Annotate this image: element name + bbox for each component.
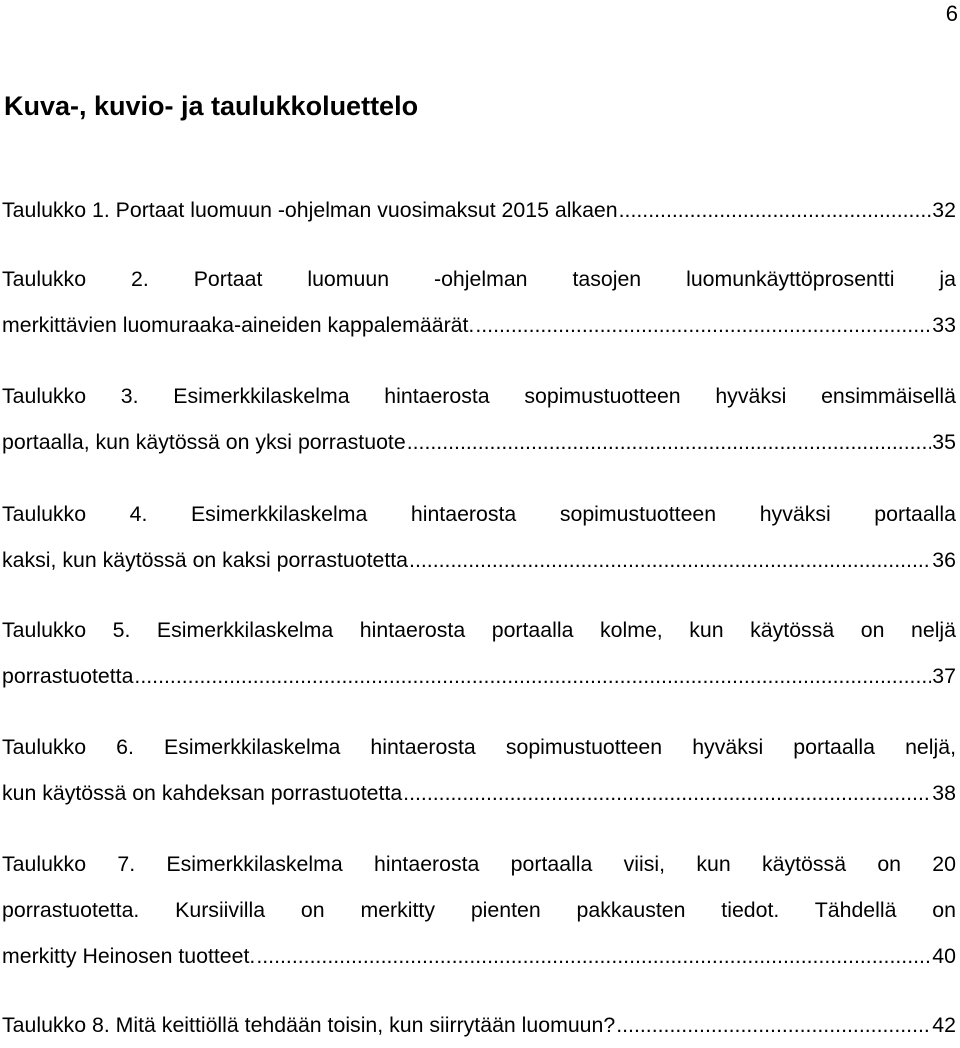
toc-entry-7[interactable] [2,841,956,979]
page-number: 6 [945,1,958,26]
toc-entry-text: porrastuotetta [2,664,134,688]
toc-entry-text: Taulukko 8. Mitä keittiöllä tehdään toisin, kun siirrytään luomuun? [2,1013,616,1037]
toc-entry-line: Taulukko 3. Esimerkkilaskelma hintaerosta sopimustuotteen hyväksi ensimmäisellä [2,384,956,408]
toc-page-number: 32 [932,198,956,222]
toc-page-number: 38 [932,781,956,805]
dot-leader [616,1002,931,1048]
toc-entry-line: Taulukko 4. Esimerkkilaskelma hintaerosta sopimustuotteen hyväksi portaalla [2,502,956,526]
page-title: Kuva-, kuvio- ja taulukkoluettelo [4,91,419,121]
dot-leader [403,770,931,816]
toc-entry-3[interactable] [2,373,956,465]
dot-leader [619,187,932,233]
toc-entry-5[interactable] [2,607,956,699]
dot-leader [407,419,932,465]
toc-entry-1[interactable] [2,187,956,233]
toc-entry-8[interactable] [2,1002,956,1048]
toc-entry-2[interactable] [2,256,956,348]
dot-leader [256,933,931,979]
toc-page-number: 40 [932,944,956,968]
toc-entry-text: merkittävien luomuraaka-aineiden kappalemäärät. [2,313,475,337]
dot-leader [475,302,931,348]
toc-entry-text: kaksi, kun käytössä on kaksi porrastuotetta [2,548,409,572]
toc-entry-text: merkitty Heinosen tuotteet. [2,944,256,968]
toc-entry-line: Taulukko 6. Esimerkkilaskelma hintaerosta sopimustuotteen hyväksi portaalla neljä, [2,735,956,759]
toc-page-number: 33 [932,313,956,337]
toc-entry-text: portaalla, kun käytössä on yksi porrastuote [2,430,406,454]
toc-entry-line: porrastuotetta. Kursiivilla on merkitty pienten pakkausten tiedot. Tähdellä on [2,898,956,922]
dot-leader [409,537,931,583]
toc-entry-6[interactable] [2,724,956,816]
toc-entry-line: Taulukko 7. Esimerkkilaskelma hintaerosta portaalla viisi, kun käytössä on 20 [2,852,956,876]
toc-page-number: 36 [932,548,956,572]
toc-page-number: 42 [932,1013,956,1037]
toc-entry-line: Taulukko 5. Esimerkkilaskelma hintaerosta portaalla kolme, kun käytössä on neljä [2,618,956,642]
toc-entry-text: kun käytössä on kahdeksan porrastuotetta [2,781,403,805]
toc-page-number: 35 [932,430,956,454]
toc-entry-text: Taulukko 1. Portaat luomuun -ohjelman vuosimaksut 2015 alkaen [2,198,618,222]
toc-entry-line: Taulukko 2. Portaat luomuun -ohjelman tasojen luomunkäyttöprosentti ja [2,267,956,291]
toc-entry-4[interactable] [2,491,956,583]
toc-page-number: 37 [932,664,956,688]
dot-leader [134,653,931,699]
